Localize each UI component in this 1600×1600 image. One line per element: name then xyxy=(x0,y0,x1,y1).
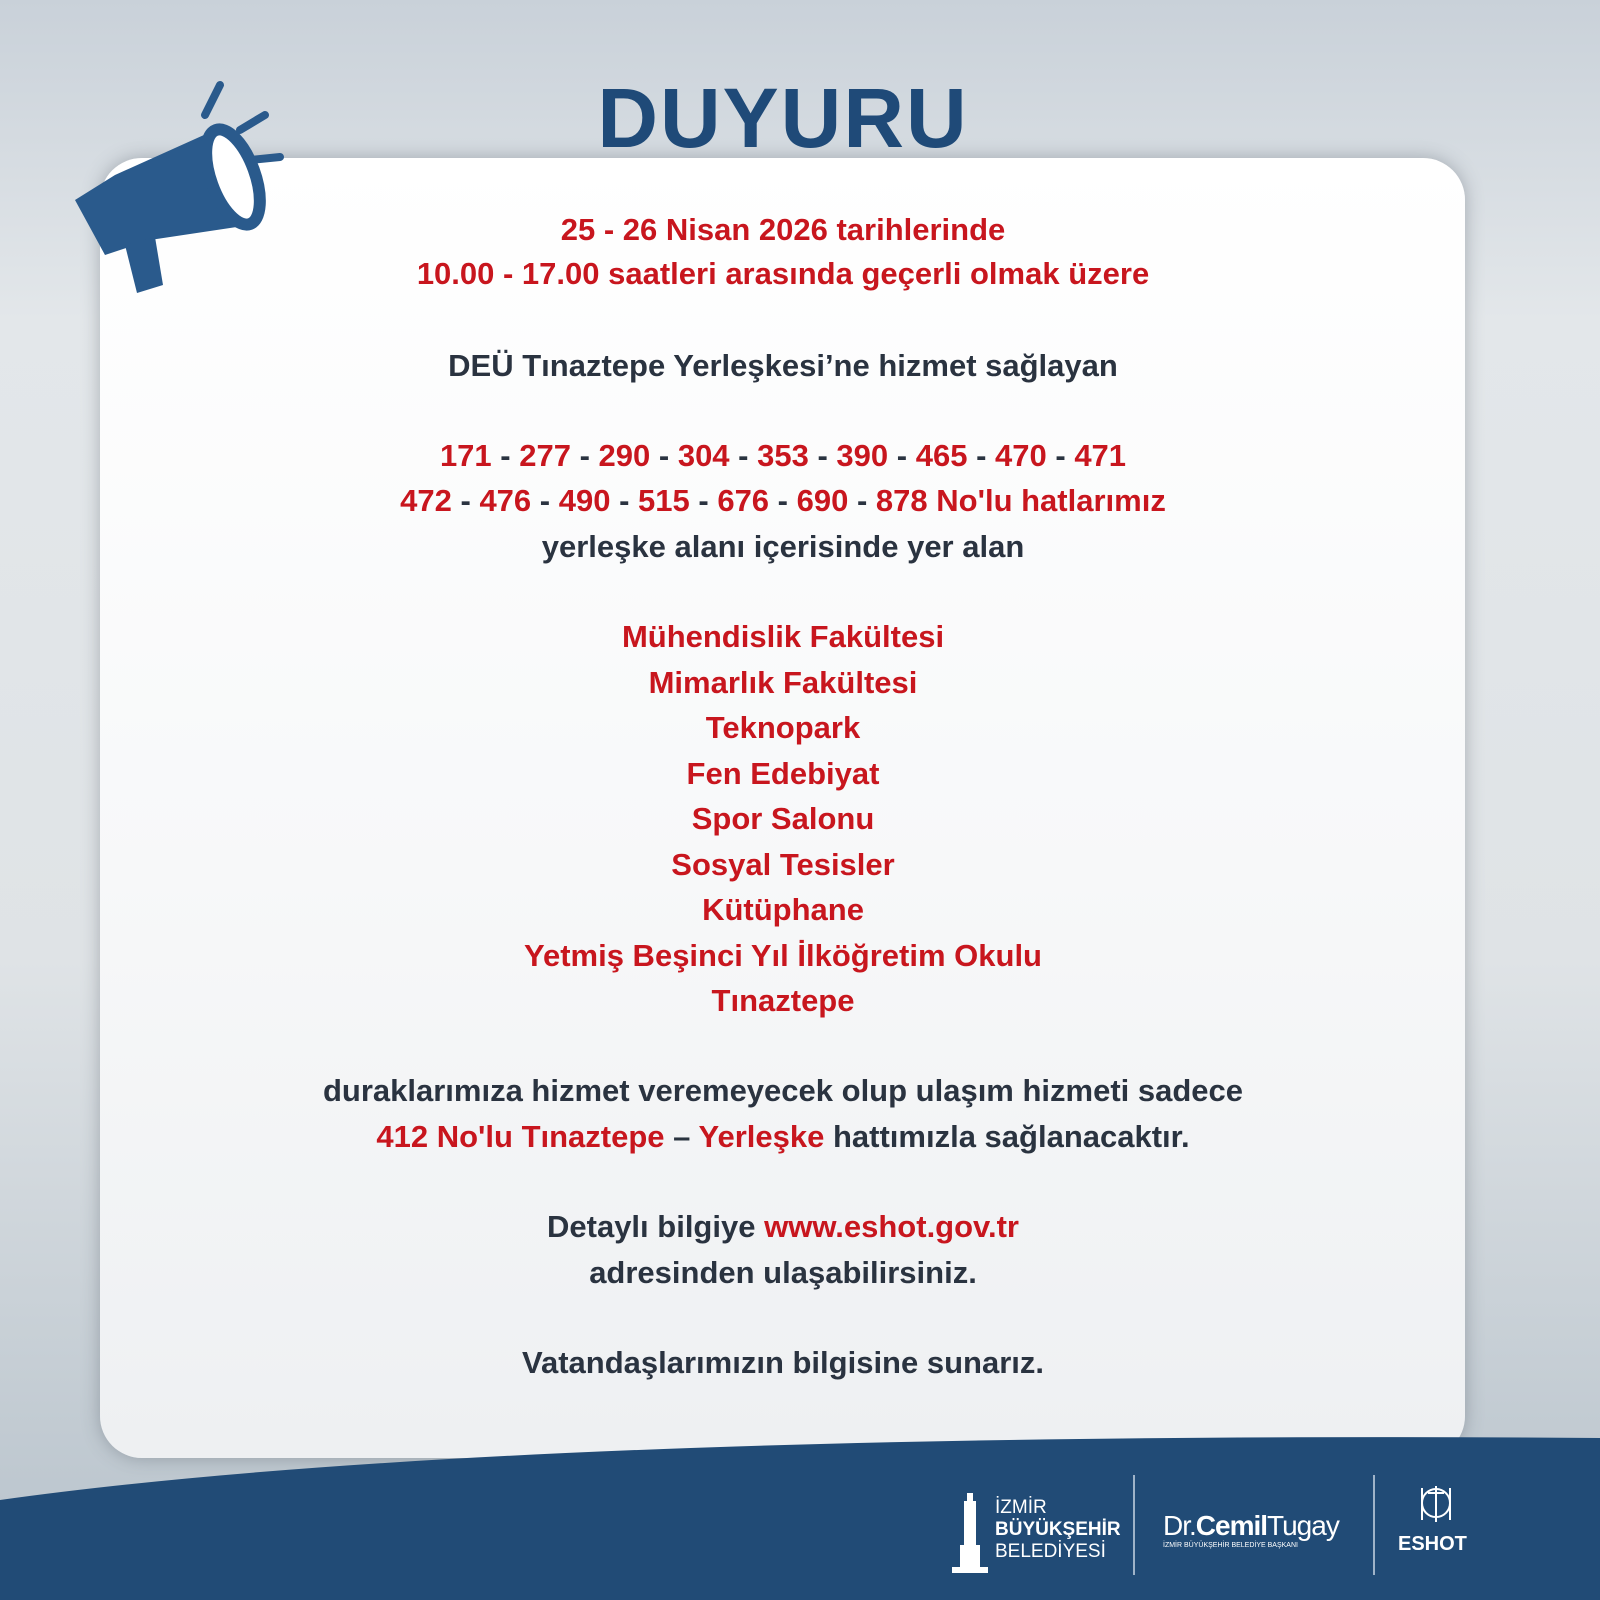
notice-line: duraklarımıza hizmet veremeyecek olup ulaşım hizmeti sadece xyxy=(322,1073,1244,1108)
route-separator: - xyxy=(610,483,639,518)
stop-item: Teknopark xyxy=(705,710,861,745)
mayor-first: Cemil xyxy=(1195,1510,1268,1541)
route-separator: - xyxy=(808,438,837,473)
alt-route-dash: – xyxy=(673,1119,691,1154)
divider xyxy=(1373,1475,1375,1575)
stop-item: Sosyal Tesisler xyxy=(671,846,895,882)
route-separator: - xyxy=(650,438,678,473)
info-line xyxy=(0,1209,1566,1245)
route-number: 476 xyxy=(479,483,532,518)
route-separator: - xyxy=(689,483,718,518)
route-number: 878 xyxy=(875,483,928,518)
alt-route-rest: hattımızla sağlanacaktır. xyxy=(832,1119,1190,1154)
route-separator: - xyxy=(1046,438,1075,473)
route-number: 471 xyxy=(1074,438,1127,473)
divider xyxy=(1133,1475,1135,1575)
route-separator: - xyxy=(888,438,916,473)
alt-route-number: 412 No'lu Tınaztepe xyxy=(376,1119,665,1154)
route-separator: - xyxy=(491,438,520,473)
stop-item: Spor Salonu xyxy=(691,801,875,836)
route-number: 465 xyxy=(915,438,968,473)
mayor-logo xyxy=(1163,1510,1339,1549)
route-number: 676 xyxy=(717,483,770,518)
closing-line: Vatandaşlarımızın bilgisine sunarız. xyxy=(522,1345,1044,1380)
eshot-label: ESHOT xyxy=(1398,1533,1467,1555)
ibb-logo xyxy=(995,1497,1121,1563)
route-number: 353 xyxy=(757,438,809,473)
route-number: 490 xyxy=(558,483,611,518)
route-separator: - xyxy=(451,483,480,518)
ibb-line3: BELEDİYESİ xyxy=(995,1541,1106,1562)
alt-route-dest: Yerleşke xyxy=(698,1119,825,1154)
area-line: yerleşke alanı içerisinde yer alan xyxy=(541,529,1025,564)
route-number: 171 xyxy=(439,438,492,473)
route-number: 470 xyxy=(995,438,1047,473)
route-separator: - xyxy=(967,438,996,473)
stop-item: Fen Edebiyat xyxy=(686,755,880,791)
website-link[interactable]: www.eshot.gov.tr xyxy=(764,1209,1019,1244)
route-number: 277 xyxy=(519,438,571,473)
eshot-emblem-icon xyxy=(1416,1478,1456,1528)
info-line-2: adresinden ulaşabilirsiniz. xyxy=(589,1255,977,1290)
stop-item: Mühendislik Fakültesi xyxy=(621,619,945,654)
route-number: 472 xyxy=(400,483,452,518)
service-line: DEÜ Tınaztepe Yerleşkesi’ne hizmet sağlayan xyxy=(448,348,1118,383)
clock-tower-icon xyxy=(952,1493,988,1575)
ibb-line2: BÜYÜKŞEHİR xyxy=(995,1519,1121,1540)
route-separator: - xyxy=(531,483,559,518)
stop-item: Yetmiş Beşinci Yıl İlköğretim Okulu xyxy=(524,937,1042,973)
page-title: DUYURU xyxy=(597,71,969,165)
route-number: 290 xyxy=(598,438,651,473)
route-separator: - xyxy=(769,483,797,518)
route-number: 690 xyxy=(796,483,849,518)
route-number: 515 xyxy=(638,483,690,518)
mayor-subtitle: İZMİR BÜYÜKŞEHİR BELEDİYE BAŞKANI xyxy=(1163,1542,1298,1549)
route-number: 304 xyxy=(677,438,730,473)
route-separator: - xyxy=(729,438,758,473)
route-separator: - xyxy=(848,483,876,518)
date-line: 25 - 26 Nisan 2026 tarihlerinde xyxy=(560,212,1006,247)
ibb-line1: İZMİR xyxy=(995,1497,1047,1518)
alt-route-line xyxy=(0,1119,1566,1155)
routes-suffix: No'lu hatlarımız xyxy=(927,483,1166,518)
mayor-prefix: Dr. xyxy=(1163,1510,1196,1541)
time-line: 10.00 - 17.00 saatleri arasında geçerli olmak üzere xyxy=(416,256,1150,291)
stop-item: Mimarlık Fakültesi xyxy=(648,664,918,700)
mayor-last: Tugay xyxy=(1267,1510,1339,1541)
route-separator: - xyxy=(570,438,599,473)
routes-row-2 xyxy=(0,483,1566,519)
stop-item: Kütüphane xyxy=(702,892,864,927)
routes-row-1 xyxy=(0,438,1566,474)
route-number: 390 xyxy=(836,438,889,473)
info-prefix: Detaylı bilgiye xyxy=(547,1209,756,1244)
stop-item: Tınaztepe xyxy=(711,983,855,1018)
